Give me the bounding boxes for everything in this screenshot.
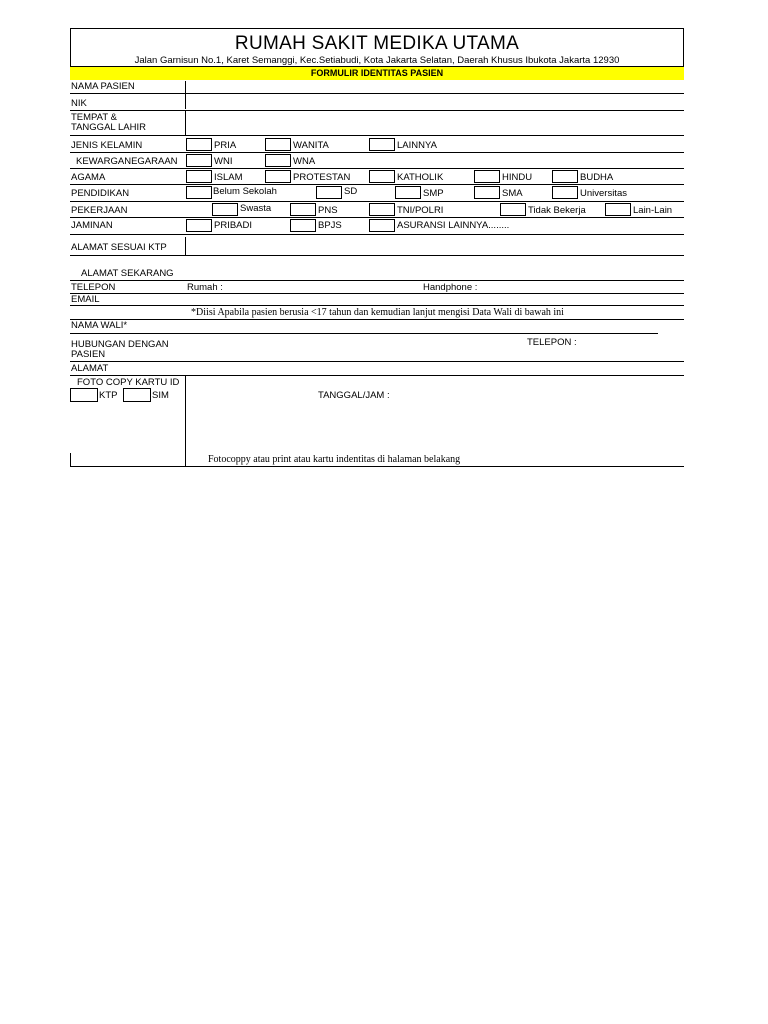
label-alamat-sekarang: ALAMAT SEKARANG [81, 268, 174, 279]
label-alamat-wali: ALAMAT [71, 363, 109, 374]
label-foto-copy-kartu-id: FOTO COPY KARTU ID [77, 377, 180, 388]
label-agama: AGAMA [71, 172, 106, 183]
row-divider [70, 375, 684, 376]
checkbox-wna[interactable] [265, 154, 291, 167]
checkbox-lain-lain[interactable] [605, 203, 631, 216]
checkbox-universitas[interactable] [552, 186, 578, 199]
checkbox-protestan[interactable] [265, 170, 291, 183]
option-pria: PRIA [214, 140, 237, 151]
label-nik: NIK [71, 98, 87, 109]
option-universitas: Universitas [580, 188, 627, 199]
label-pasien: PASIEN [71, 349, 106, 360]
guardian-note: *Diisi Apabila pasien berusia <17 tahun dan kemudian lanjut mengisi Data Wali di bawah ini [191, 307, 564, 318]
form-title-bar [70, 67, 684, 80]
row-divider [70, 201, 684, 202]
column-separator [185, 111, 186, 135]
checkbox-smp[interactable] [395, 186, 421, 199]
option-smp: SMP [423, 188, 444, 199]
option-budha: BUDHA [580, 172, 614, 183]
label-telepon: TELEPON [71, 282, 116, 293]
form-title: FORMULIR IDENTITAS PASIEN [310, 68, 444, 78]
id-card-note: Fotocoppy atau print atau kartu indentitas di halaman belakang [208, 454, 461, 465]
option-wanita: WANITA [293, 140, 329, 151]
option-lain-lain: Lain-Lain [633, 205, 673, 216]
option-tidak-bekerja: Tidak Bekerja [528, 205, 586, 216]
option-ktp: KTP [99, 390, 118, 401]
option-wni: WNI [214, 156, 233, 167]
label-handphone: Handphone : [423, 282, 478, 293]
row-divider [70, 255, 684, 256]
label-kewarganegaraan: KEWARGANEGARAAN [76, 156, 178, 167]
label-tanggal-jam: TANGGAL/JAM : [318, 390, 390, 401]
checkbox-wanita[interactable] [265, 138, 291, 151]
column-separator [70, 453, 71, 466]
option-pribadi: PRIBADI [214, 220, 253, 231]
row-divider [70, 305, 684, 306]
checkbox-bpjs[interactable] [290, 219, 316, 232]
checkbox-ktp[interactable] [70, 388, 98, 402]
label-pendidikan: PENDIDIKAN [71, 188, 130, 199]
checkbox-tni-polri[interactable] [369, 203, 395, 216]
option-katholik: KATHOLIK [397, 172, 444, 183]
option-hindu: HINDU [502, 172, 533, 183]
row-divider [70, 319, 684, 320]
checkbox-swasta[interactable] [212, 203, 238, 216]
label-nama-pasien: NAMA PASIEN [71, 81, 135, 92]
option-lainnya: LAINNYA [397, 140, 437, 151]
option-sd: SD [344, 186, 358, 197]
hospital-address: Jalan Garnisun No.1, Karet Semanggi, Kec.Setiabudi, Kota Jakarta Selatan, Daerah Khusus Ibukota Jakarta 12930 [134, 55, 620, 66]
label-jaminan: JAMINAN [71, 220, 113, 231]
option-islam: ISLAM [214, 172, 243, 183]
checkbox-budha[interactable] [552, 170, 578, 183]
label-tempat: TEMPAT & [71, 112, 117, 123]
option-tni-polri: TNI/POLRI [397, 205, 444, 216]
option-protestan: PROTESTAN [293, 172, 351, 183]
column-separator [185, 376, 186, 466]
row-divider [70, 110, 684, 111]
row-divider [70, 280, 684, 281]
label-pekerjaan: PEKERJAAN [71, 205, 128, 216]
row-divider [70, 93, 684, 94]
row-divider [70, 135, 684, 136]
label-nama-wali: NAMA WALI* [71, 320, 128, 331]
label-telepon-wali: TELEPON : [527, 337, 577, 348]
row-divider [70, 466, 684, 467]
checkbox-islam[interactable] [186, 170, 212, 183]
checkbox-pns[interactable] [290, 203, 316, 216]
option-wna: WNA [293, 156, 316, 167]
column-separator [185, 81, 186, 109]
checkbox-hindu[interactable] [474, 170, 500, 183]
hospital-name: RUMAH SAKIT MEDIKA UTAMA [234, 33, 520, 54]
label-email: EMAIL [71, 294, 100, 305]
row-divider [70, 293, 684, 294]
option-bpjs: BPJS [318, 220, 342, 231]
checkbox-katholik[interactable] [369, 170, 395, 183]
label-tanggal-lahir: TANGGAL LAHIR [71, 122, 146, 133]
row-divider [70, 168, 684, 169]
checkbox-belum-sekolah[interactable] [186, 186, 212, 199]
checkbox-sim[interactable] [123, 388, 151, 402]
label-alamat-ktp: ALAMAT SESUAI KTP [71, 242, 167, 253]
row-divider [70, 234, 684, 235]
row-divider [70, 333, 658, 334]
row-divider [70, 217, 684, 218]
column-separator [185, 237, 186, 255]
checkbox-pria[interactable] [186, 138, 212, 151]
checkbox-pribadi[interactable] [186, 219, 212, 232]
option-sma: SMA [502, 188, 523, 199]
checkbox-sma[interactable] [474, 186, 500, 199]
checkbox-tidak-bekerja[interactable] [500, 203, 526, 216]
label-hubungan: HUBUNGAN DENGAN [71, 339, 169, 350]
row-divider [70, 184, 684, 185]
label-rumah: Rumah : [187, 282, 223, 293]
checkbox-lainnya[interactable] [369, 138, 395, 151]
row-divider [70, 361, 684, 362]
label-jenis-kelamin: JENIS KELAMIN [71, 140, 143, 151]
option-asuransi-lainnya: ASURANSI LAINNYA........ [397, 220, 510, 231]
checkbox-wni[interactable] [186, 154, 212, 167]
option-belum-sekolah: Belum Sekolah [213, 186, 277, 197]
option-pns: PNS [318, 205, 338, 216]
option-swasta: Swasta [240, 203, 272, 214]
checkbox-sd[interactable] [316, 186, 342, 199]
checkbox-asuransi-lainnya[interactable] [369, 219, 395, 232]
option-sim: SIM [152, 390, 169, 401]
row-divider [70, 152, 684, 153]
header-box [70, 28, 684, 67]
